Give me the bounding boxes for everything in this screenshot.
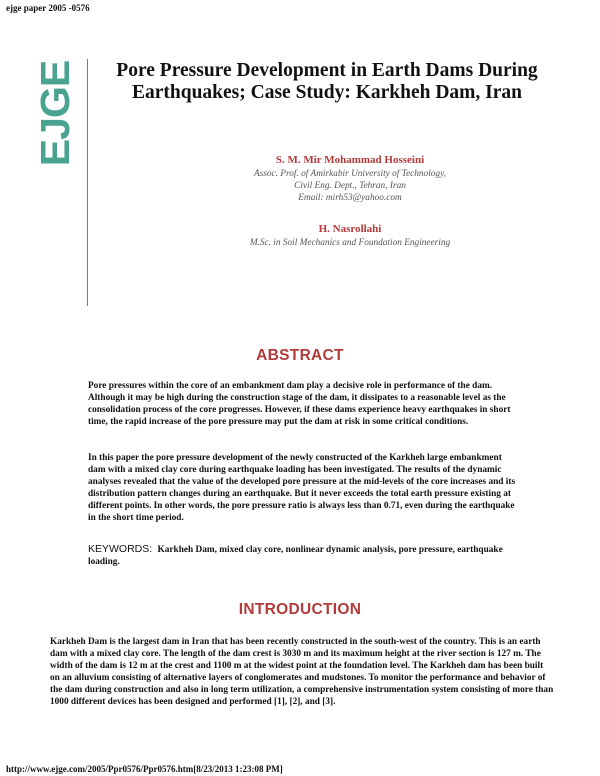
title-line-2: Earthquakes; Case Study: Karkheh Dam, Iran — [131, 82, 523, 103]
ejge-logo — [32, 60, 79, 166]
introduction-paragraph: Karkheh Dam is the largest dam in Iran that has been recently constructed in the south-west of the country. This is an earth dam with a mixed clay core. The length of the dam crest is 3030 m and its maximum height at the river section is 127 m. The width of the dam is 12 m at the crest and 1100 m at the widest point at the foundation level. The Karkheh dam has been built on an alluvium consisting of alternative layers of conglomerates and mudstones. To monitor the performance and behavior of the dam during construction and also in long term utilization, a comprehensive instrumentation system consisting of more than 1000 different devices has been designed and performed [1], [2], and [3]. — [50, 637, 554, 707]
logo-text: EJGE — [32, 60, 79, 166]
author-2-affiliation — [180, 237, 520, 249]
affiliation-line: Civil Eng. Dept., Tehran, Iran — [294, 181, 406, 191]
page-header: ejge paper 2005 -0576 — [6, 3, 90, 13]
affiliation-line: Assoc. Prof. of Amirkabir University of Technology, — [253, 169, 447, 179]
paper-title — [92, 60, 562, 104]
page-footer-url[interactable]: http://www.ejge.com/2005/Ppr0576/Ppr0576.htm[8/23/2013 1:23:08 PM] — [6, 764, 283, 774]
abstract-heading: ABSTRACT — [256, 347, 344, 364]
author-1-affiliation — [180, 168, 520, 204]
author-1-email: Email: mirh53@yahoo.com — [298, 193, 402, 203]
abstract-paragraph-1: Pore pressures within the core of an embankment dam play a decisive role in performance of the dam. Although it may be high during the construction stage of the dam, it dissipates to a reasonable level as the consolidation process of the core progresses. However, if these dams experience heavy earthquakes in short time, the rapid increase of the pore pressure may put the dam at risk in some critical conditions. — [88, 381, 511, 427]
logo-divider — [87, 59, 88, 306]
affiliation-line: M.Sc. in Soil Mechanics and Foundation Engineering — [249, 238, 451, 248]
introduction-heading: INTRODUCTION — [238, 601, 362, 618]
keywords-text: Karkheh Dam, mixed clay core, nonlinear dynamic analysis, pore pressure, earthquake loading. — [88, 545, 503, 567]
keywords — [88, 543, 516, 568]
author-1-name: S. M. Mir Mohammad Hosseini — [275, 154, 425, 166]
keywords-label: KEYWORDS: — [88, 543, 153, 555]
title-line-1: Pore Pressure Development in Earth Dams During — [116, 60, 538, 81]
author-2-name: H. Nasrollahi — [318, 223, 382, 235]
abstract-paragraph-2: In this paper the pore pressure development of the newly constructed of the Karkheh large embankment dam with a mixed clay core during earthquake loading has been investigated. The results of the dynamic analyses revealed that the value of the developed pore pressure at the mid-levels of the core increases and its distribution pattern changes during an earthquake. But it never exceeds the total earth pressure existing at different points. In other words, the pore pressure ratio is always less than 0.71, even during the earthquake in the short time period. — [88, 453, 516, 523]
